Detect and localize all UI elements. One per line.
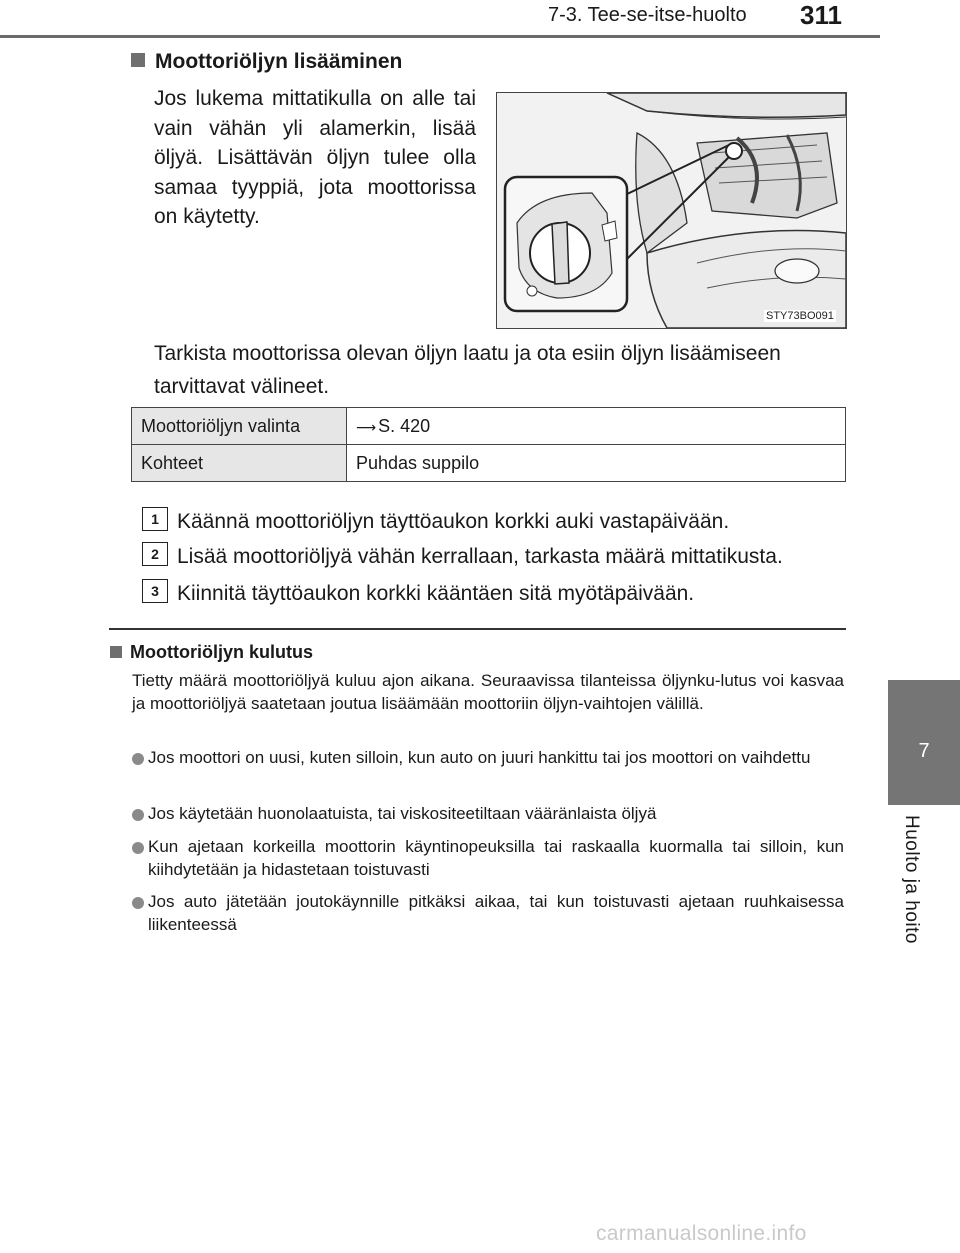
bullet-dot-icon — [132, 842, 144, 854]
arrow-right-icon: ⟶ — [356, 418, 377, 435]
watermark: carmanualsonline.info — [596, 1222, 807, 1245]
adding-oil-intro: Jos lukema mittatikulla on alle tai vain vähän yli alamerkin, lisää öljyä. Lisättävän öljyn tulee olla samaa tyyppiä, jota moottorissa on käytetty. — [154, 87, 476, 228]
square-bullet-icon — [131, 53, 145, 67]
section-title: 7-3. Tee-se-itse-huolto — [548, 4, 747, 26]
section-divider — [109, 628, 846, 630]
table-value-cell: Puhdas suppilo — [347, 445, 846, 482]
chapter-number: 7 — [918, 740, 930, 762]
square-bullet-icon — [110, 646, 122, 658]
list-item: Jos auto jätetään joutokäynnille pitkäksi aikaa, tai kun toistuvasti ajetaan ruuhkaisessa liikenteessä — [132, 891, 844, 936]
table-label-cell: Kohteet — [132, 445, 347, 482]
chapter-label: Huolto ja hoito — [901, 815, 922, 944]
page-number: 311 — [800, 0, 842, 30]
step-text: Lisää moottoriöljyä vähän kerrallaan, tarkasta määrä mittatikusta. — [177, 545, 783, 568]
consumption-heading: Moottoriöljyn kulutus — [110, 642, 313, 663]
engine-oil-cap-illustration — [496, 92, 847, 329]
engine-bay-drawing — [497, 93, 846, 328]
bullet-dot-icon — [132, 897, 144, 909]
table-row — [132, 445, 846, 482]
bullet-dot-icon — [132, 809, 144, 821]
table-label-cell: Moottoriöljyn valinta — [132, 408, 347, 445]
adding-oil-heading: Moottoriöljyn lisääminen — [131, 50, 402, 74]
header-rule — [0, 35, 880, 38]
list-item: Kun ajetaan korkeilla moottorin käyntinopeuksilla tai raskaalla kuormalla tai silloin, kun kiihdytetään ja hidastetaan toistuvasti — [132, 836, 844, 881]
table-value-cell: ⟶ S. 420 — [347, 408, 846, 445]
consumption-paragraph: Tietty määrä moottoriöljyä kuluu ajon aikana. Seuraavissa tilanteissa öljynku-lutus voi kasvaa ja moottoriöljyä saatetaan joutua lisäämään moottoriin öljyn-vaihtojen välillä. — [132, 671, 844, 713]
step-number-badge: 2 — [142, 542, 168, 566]
bullet-dot-icon — [132, 753, 144, 765]
step-text: Kiinnitä täyttöaukon korkki kääntäen sitä myötäpäivään. — [177, 582, 695, 605]
step-number-badge: 3 — [142, 579, 168, 603]
list-item: Jos moottori on uusi, kuten silloin, kun auto on juuri hankittu tai jos moottori on vaihdettu — [132, 747, 844, 770]
figure-code: STY73BO091 — [766, 310, 834, 322]
table-row — [132, 408, 846, 445]
list-item: Jos käytetään huonolaatuista, tai viskositeetiltaan vääränlaista öljyä — [132, 803, 844, 826]
requirements-table — [131, 407, 846, 482]
check-instruction: Tarkista moottorissa olevan öljyn laatu ja ota esiin öljyn lisäämiseen tarvittavat välineet. — [154, 342, 781, 398]
step-number-badge: 1 — [142, 507, 168, 531]
step-text: Käännä moottoriöljyn täyttöaukon korkki auki vastapäivään. — [177, 510, 730, 533]
